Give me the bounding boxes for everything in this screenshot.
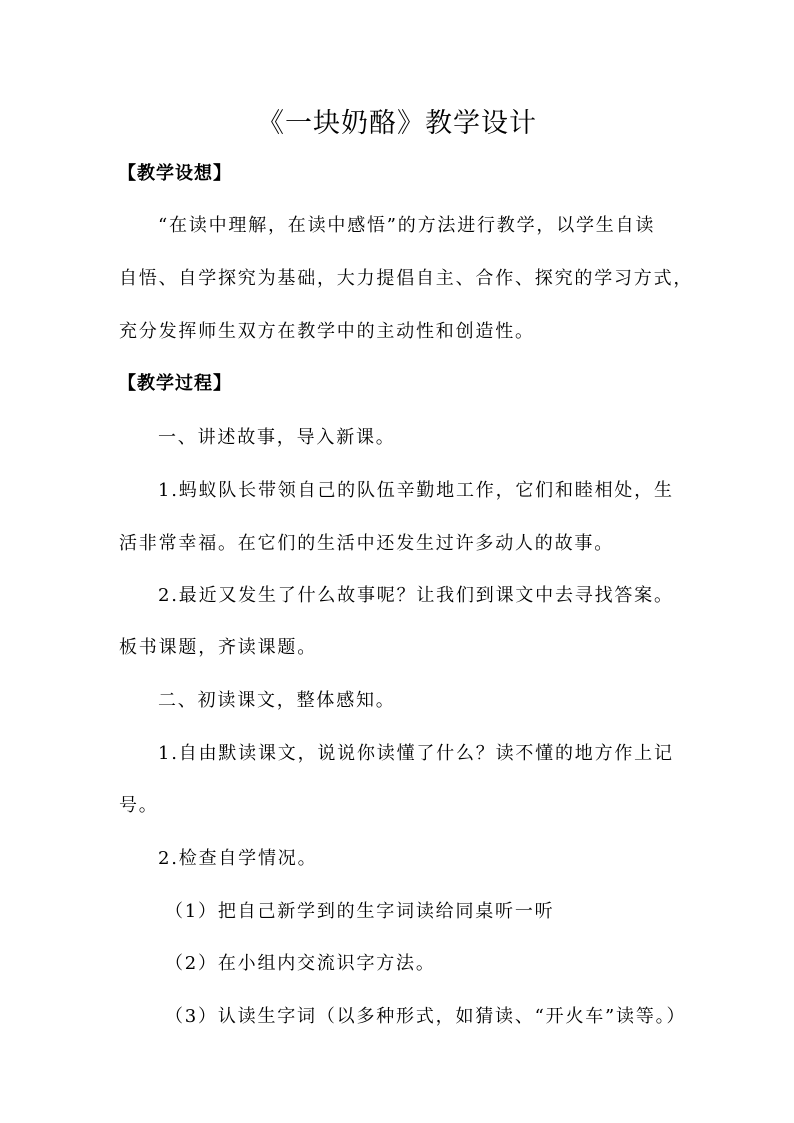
part-title: 一、讲述故事，导入新课。 xyxy=(158,427,396,448)
paragraph-line: 1.蚂蚁队长带领自己的队伍辛勤地工作，它们和睦相处，生 xyxy=(158,480,674,501)
paragraph-line: 1.自由默读课文，说说你读懂了什么？读不懂的地方作上记 xyxy=(158,743,674,764)
part-title: 二、初读课文，整体感知。 xyxy=(158,690,396,711)
section-heading-design: 【教学设想】 xyxy=(118,163,232,184)
section-heading-process: 【教学过程】 xyxy=(118,373,232,394)
paragraph-line: 2.检查自学情况。 xyxy=(158,848,318,869)
page-title: 《一块奶酪》教学设计 xyxy=(257,108,537,139)
list-item: （2）在小组内交流识字方法。 xyxy=(165,953,436,974)
paragraph-line: 2.最近又发生了什么故事呢？让我们到课文中去寻找答案。 xyxy=(158,585,674,606)
list-item: （1）把自己新学到的生字词读给同桌听一听 xyxy=(165,901,555,922)
paragraph-line: 板书课题，齐读课题。 xyxy=(119,637,317,658)
paragraph-line: 充分发挥师生双方在教学中的主动性和创造性。 xyxy=(119,321,535,342)
paragraph-line: 自悟、自学探究为基础，大力提倡自主、合作、探究的学习方式， xyxy=(119,268,694,289)
paragraph-line: 活非常幸福。在它们的生活中还发生过许多动人的故事。 xyxy=(119,533,614,554)
paragraph-line: 号。 xyxy=(119,795,159,816)
list-item: （3）认读生字词（以多种形式，如猜读、“开火车”读等。） xyxy=(165,1006,687,1027)
paragraph-line: “在读中理解，在读中感悟”的方法进行教学，以学生自读 xyxy=(158,215,656,236)
